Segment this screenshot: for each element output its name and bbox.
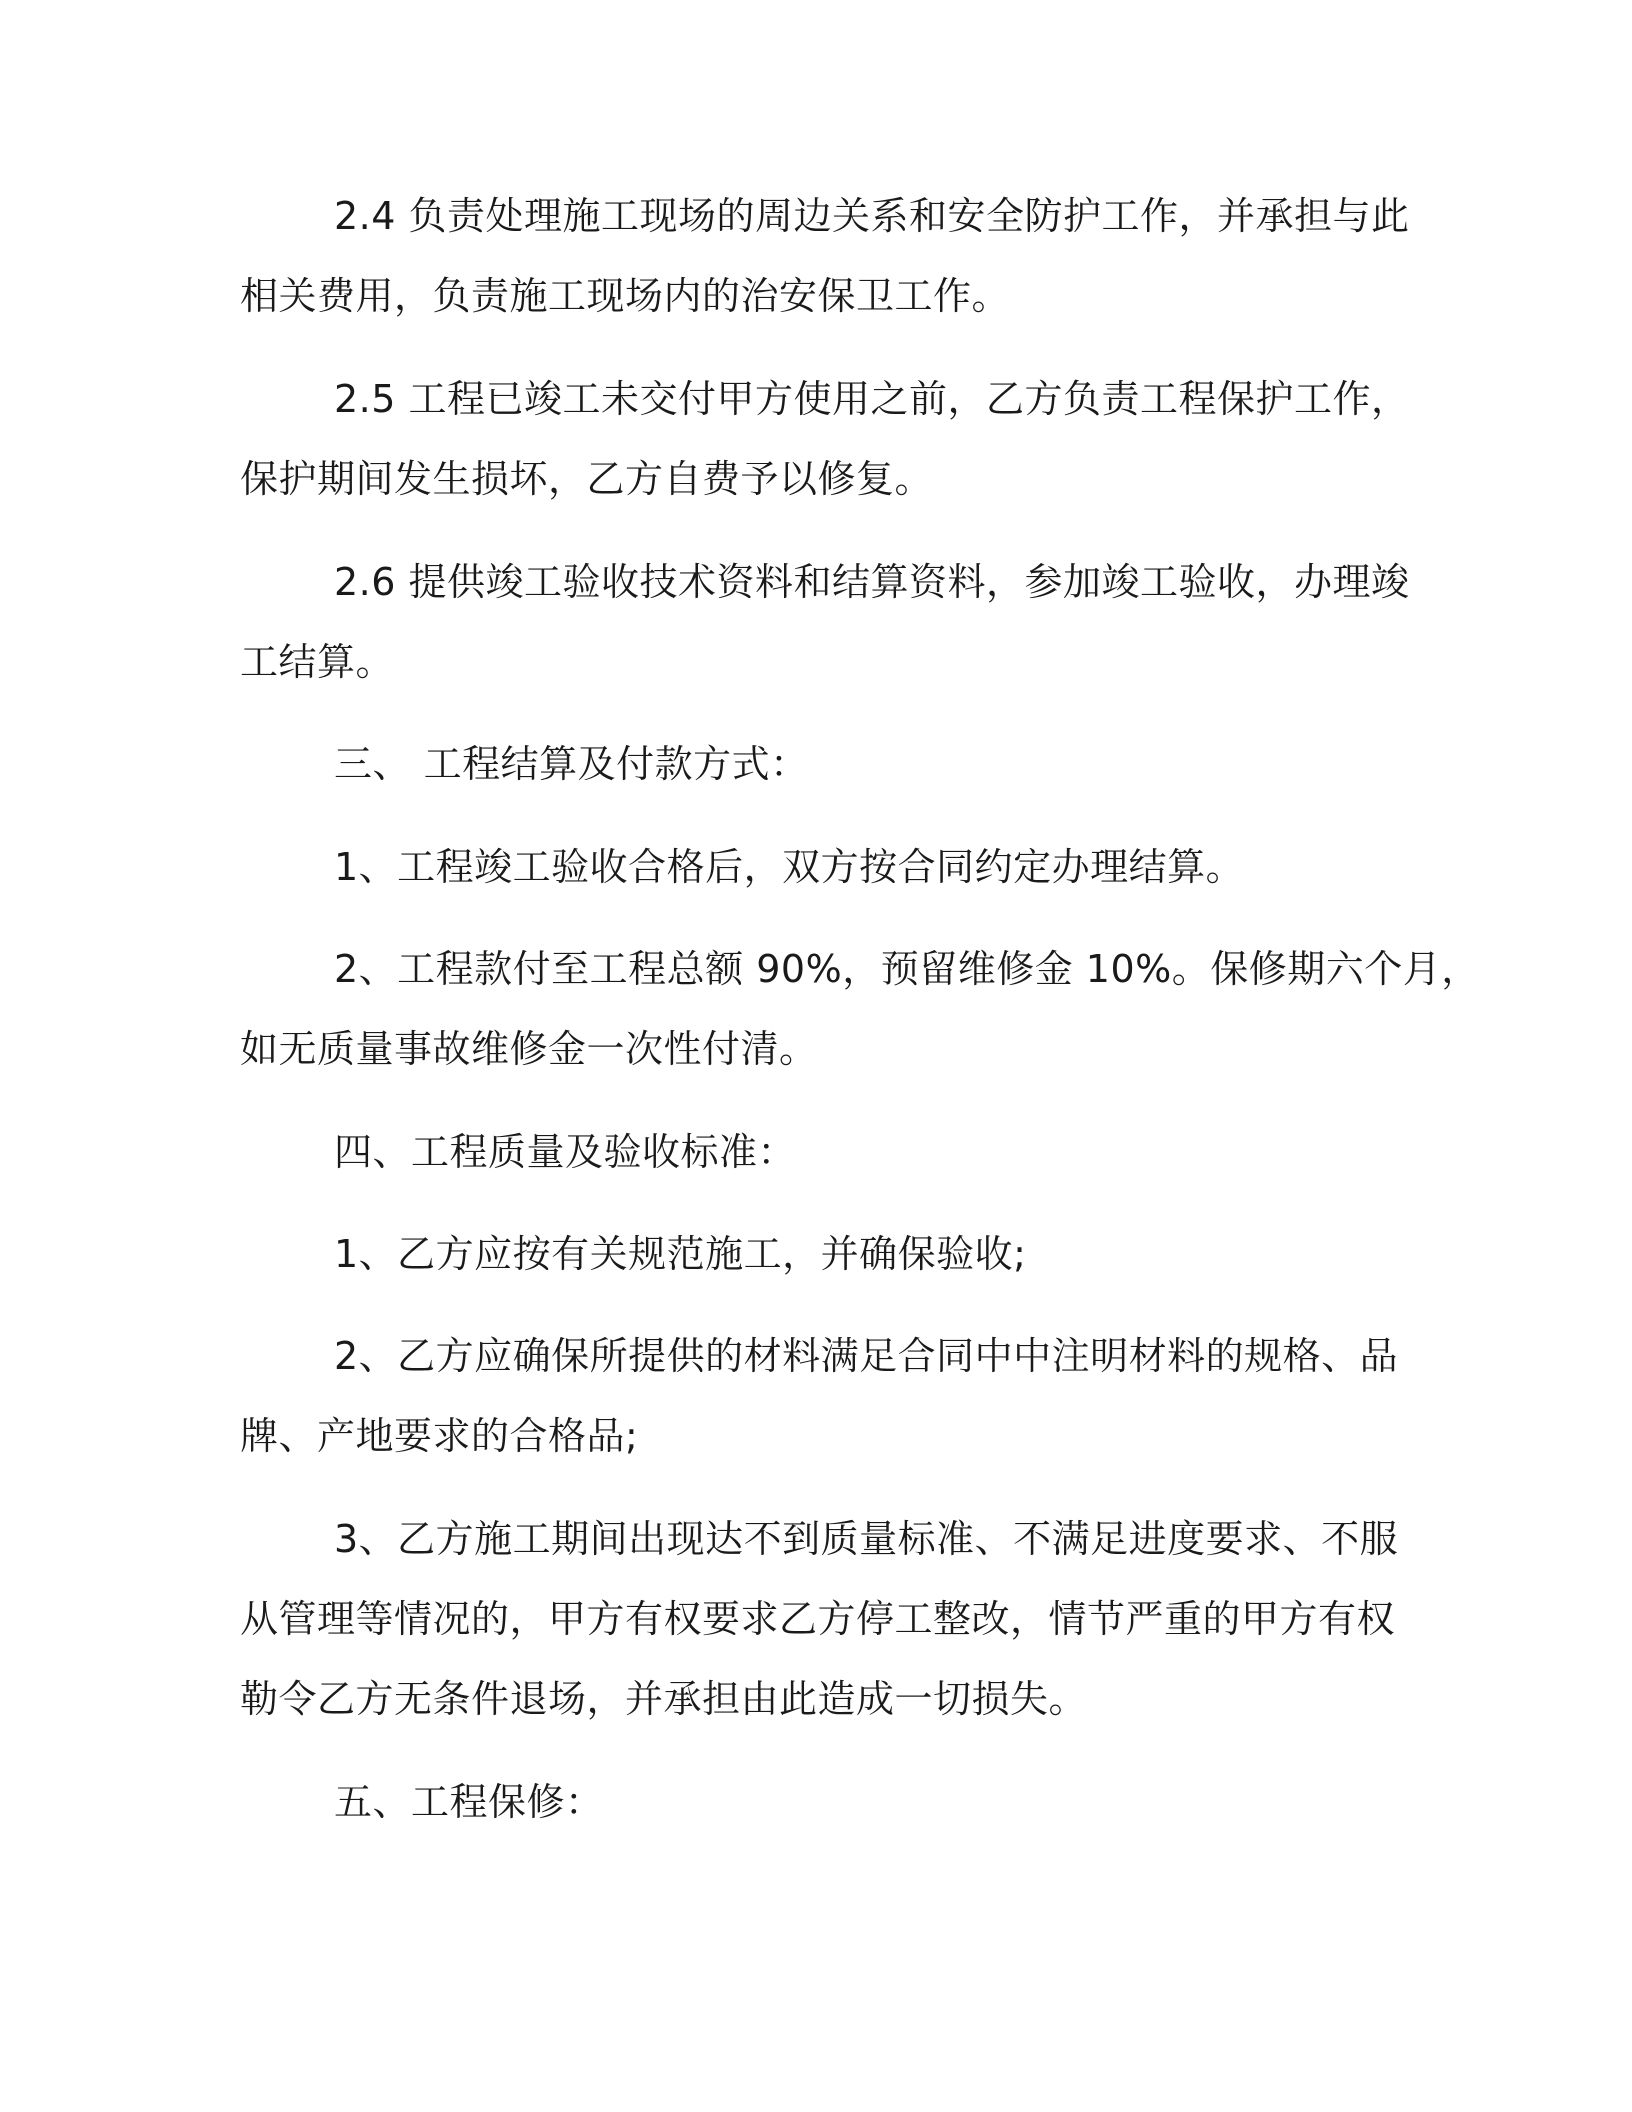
section-3-heading: 三、 工程结算及付款方式： xyxy=(334,742,809,786)
clause-2-6-line-1: 2.6 提供竣工验收技术资料和结算资料，参加竣工验收，办理竣 xyxy=(334,560,1410,604)
section-4-item-3-line-1: 3、乙方施工期间出现达不到质量标准、不满足进度要求、不服 xyxy=(334,1517,1399,1561)
section-4-item-2-line-1: 2、乙方应确保所提供的材料满足合同中中注明材料的规格、品 xyxy=(334,1334,1399,1378)
section-4-item-2-line-2: 牌、产地要求的合格品; xyxy=(240,1414,639,1458)
clause-2-4-line-2: 相关费用，负责施工现场内的治安保卫工作。 xyxy=(240,274,1011,318)
section-3-item-1: 1、工程竣工验收合格后，双方按合同约定办理结算。 xyxy=(334,845,1245,889)
section-4-item-1: 1、乙方应按有关规范施工，并确保验收; xyxy=(334,1232,1027,1276)
clause-2-5-line-2: 保护期间发生损坏，乙方自费予以修复。 xyxy=(240,457,934,501)
clause-2-6-line-2: 工结算。 xyxy=(240,640,395,684)
section-4-heading: 四、工程质量及验收标准： xyxy=(334,1130,797,1174)
section-3-item-2-line-1: 2、工程款付至工程总额 90%，预留维修金 10%。保修期六个月， xyxy=(334,947,1480,991)
section-3-item-2-line-2: 如无质量事故维修金一次性付清。 xyxy=(240,1027,818,1071)
clause-2-4-line-1: 2.4 负责处理施工现场的周边关系和安全防护工作，并承担与此 xyxy=(334,194,1410,238)
section-5-heading: 五、工程保修： xyxy=(334,1780,604,1824)
section-4-item-3-line-2: 从管理等情况的，甲方有权要求乙方停工整改，情节严重的甲方有权 xyxy=(240,1597,1396,1641)
section-4-item-3-line-3: 勒令乙方无条件退场，并承担由此造成一切损失。 xyxy=(240,1677,1088,1721)
clause-2-5-line-1: 2.5 工程已竣工未交付甲方使用之前，乙方负责工程保护工作， xyxy=(334,377,1410,421)
